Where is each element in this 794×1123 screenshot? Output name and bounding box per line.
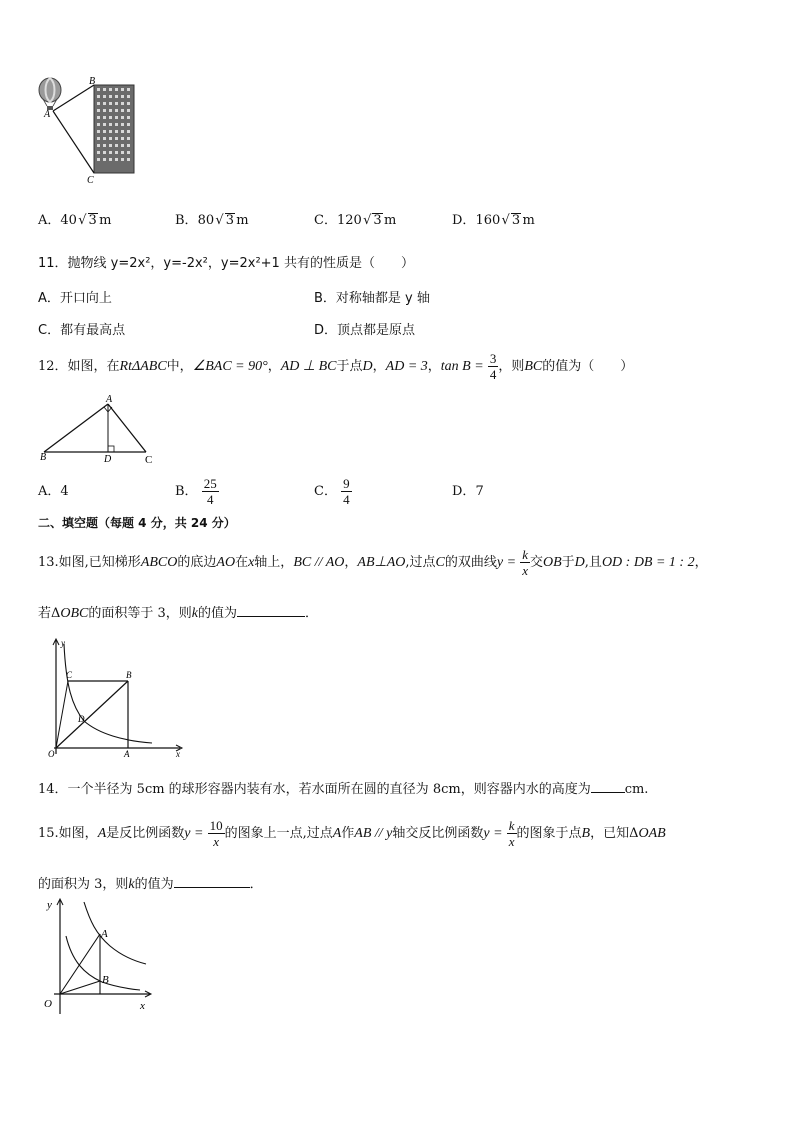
q11-option-b: B．对称轴都是 y 轴 bbox=[314, 291, 430, 306]
option-fraction: $\frac{25}{4}$ bbox=[203, 476, 217, 507]
k-over-x-fraction: $\frac{k}{x}$ bbox=[508, 818, 515, 849]
q12-option-a: A．4 bbox=[38, 484, 69, 499]
label-B: B bbox=[102, 974, 109, 986]
q12-option-c: C． $\frac{9}{4}$ bbox=[314, 476, 350, 507]
option-unit: m bbox=[99, 213, 112, 228]
label-B: B bbox=[126, 670, 132, 680]
label-D: D bbox=[104, 454, 112, 464]
label-C: C bbox=[66, 670, 73, 680]
option-letter: C． bbox=[314, 213, 337, 228]
tan-fraction: $\frac{3}{4}$ bbox=[489, 351, 497, 382]
q10-option-c: C．120 √ 3 m bbox=[314, 213, 397, 228]
label-x: x bbox=[176, 749, 180, 758]
sqrt-radicand: 3 bbox=[373, 213, 382, 228]
label-A: A bbox=[124, 749, 130, 758]
option-fraction: $\frac{9}{4}$ bbox=[343, 476, 350, 507]
answer-blank[interactable] bbox=[174, 874, 250, 888]
option-coef: 80 bbox=[197, 213, 215, 228]
q14-stem: 14．一个半径为 5cm 的球形容器内装有水，若水面所在圆的直径为 8cm，则容器内水的高度为 cm. bbox=[38, 779, 648, 799]
label-A: A bbox=[106, 394, 113, 405]
sqrt-radicand: 3 bbox=[511, 213, 521, 228]
label-D: D bbox=[78, 714, 85, 724]
answer-blank[interactable] bbox=[591, 779, 625, 793]
sqrt-radicand: 3 bbox=[225, 213, 234, 228]
q13-stem-line1: 13.如图,已知梯形ABCO的底边AO在x轴上，BC // AO，AB⊥AO,过点C的双曲线y = $\frac{k}{x}$ 交OB于D,且OD : DB = 1 : 2， bbox=[38, 547, 708, 578]
label-C: C bbox=[145, 454, 153, 464]
answer-blank[interactable] bbox=[237, 603, 305, 617]
label-B: B bbox=[89, 76, 96, 87]
section-title: 二、填空题（每题 4 分，共 24 分） bbox=[38, 516, 236, 530]
q11-option-d: D．顶点都是原点 bbox=[314, 323, 416, 338]
q11-option-a: A．开口向上 bbox=[38, 291, 112, 306]
sqrt-radicand: 3 bbox=[88, 213, 97, 228]
option-letter: D． bbox=[452, 213, 476, 228]
label-O: O bbox=[44, 998, 52, 1010]
option-coef: 40 bbox=[60, 213, 77, 228]
q12-option-b: B． $\frac{25}{4}$ bbox=[175, 476, 217, 507]
option-unit: m bbox=[383, 213, 397, 228]
figure-right-triangle bbox=[36, 392, 166, 464]
q15-stem-line2: 的面积为 3，则k的值为 ． bbox=[38, 874, 263, 894]
option-unit: m bbox=[236, 213, 249, 228]
q11-option-c: C．都有最高点 bbox=[38, 323, 126, 338]
q12-option-d: D．7 bbox=[452, 484, 484, 499]
option-coef: 160 bbox=[475, 213, 501, 228]
q13-stem-line2: 若ΔOBC的面积等于 3，则k的值为 ． bbox=[38, 603, 318, 623]
option-letter: B． bbox=[175, 213, 198, 228]
q12-stem: 12．如图，在RtΔABC中，∠BAC = 90°，AD ⊥ BC于点D，AD = 3，tan B = $\frac{3}{4}$ ，则BC的值为（ ） bbox=[38, 351, 634, 382]
q11-stem: 11．抛物线 y=2x²，y=-2x²，y=2x²+1 共有的性质是（ ） bbox=[38, 256, 414, 271]
figure-trapezoid-hyperbola bbox=[44, 636, 186, 758]
figure-balloon-building bbox=[36, 75, 140, 187]
q15-stem-line1: 15.如图，A是反比例函数y = $\frac{10}{x}$ 的图象上一点,过点A作AB // y轴交反比例函数y = $\frac{k}{x}$ 的图象于点B，已知ΔOAB bbox=[38, 818, 666, 849]
label-B: B bbox=[40, 452, 47, 463]
option-letter: A． bbox=[38, 213, 61, 228]
option-coef: 120 bbox=[336, 213, 362, 228]
q10-option-a: A．40 √ 3 m bbox=[38, 213, 112, 228]
figure-inverse-functions bbox=[34, 896, 160, 1016]
k-over-x-fraction: $\frac{k}{x}$ bbox=[522, 547, 528, 578]
label-O: O bbox=[48, 749, 55, 758]
option-unit: m bbox=[522, 213, 535, 228]
label-A: A bbox=[101, 928, 108, 940]
label-x: x bbox=[140, 1000, 145, 1012]
q10-option-b: B．80 √ 3 m bbox=[175, 213, 249, 228]
hot-air-balloon bbox=[39, 78, 61, 110]
label-y: y bbox=[47, 899, 52, 911]
ten-over-x-fraction: $\frac{10}{x}$ bbox=[209, 818, 223, 849]
label-y: y bbox=[61, 638, 65, 648]
label-C: C bbox=[87, 175, 94, 186]
label-A: A bbox=[44, 109, 51, 120]
q10-option-d: D．160 √ 3 m bbox=[452, 213, 535, 228]
